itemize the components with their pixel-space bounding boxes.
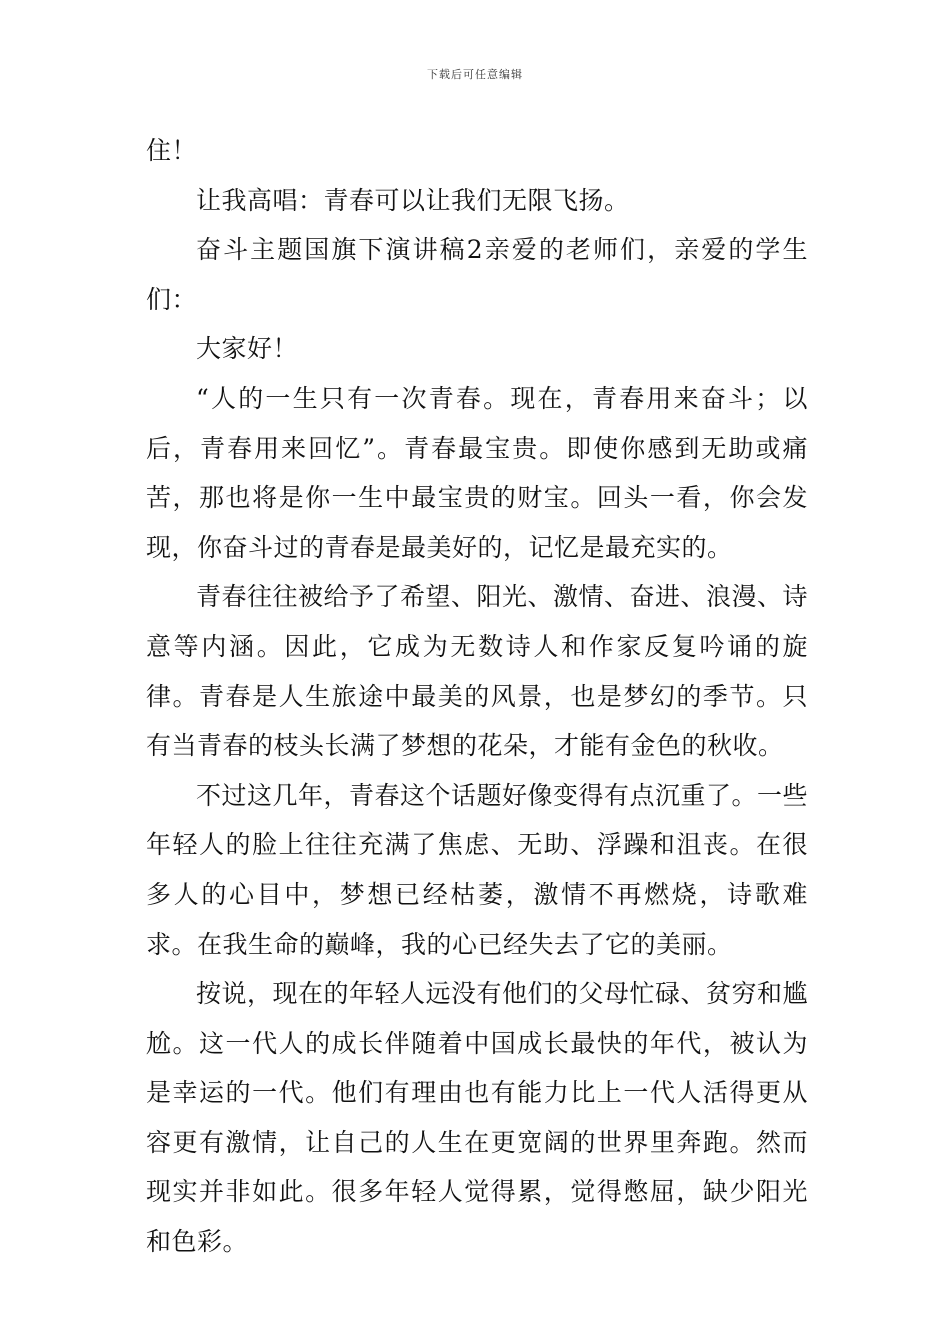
paragraph-sing-aloud: 让我高唱：青春可以让我们无限飞扬。 [196, 185, 630, 215]
paragraph-speech-title: 奋斗主题国旗下演讲稿2亲爱的老师们，亲爱的学生们： [146, 235, 808, 314]
document-body [146, 126, 808, 1267]
paragraph-continuation: 住！ [146, 136, 198, 165]
paragraph-youth-meaning: 青春往往被给予了希望、阳光、激情、奋进、浪漫、诗意等内涵。因此，它成为无数诗人和作家反复吟诵的旋律。青春是人生旅途中最美的风景，也是梦幻的季节。只有当青春的枝头长满了梦想的花朵，才能有金色的秋收。 [146, 582, 809, 761]
paragraph-young-people: 按说，现在的年轻人远没有他们的父母忙碌、贫穷和尴尬。这一代人的成长伴随着中国成长最快的年代，被认为是幸运的一代。他们有理由也有能力比上一代人活得更从容更有激情，让自己的人生在更宽阔的世界里奔跑。然而现实并非如此。很多年轻人觉得累，觉得憋屈，缺少阳光和色彩。 [146, 979, 809, 1257]
paragraph-greeting: 大家好！ [196, 334, 299, 364]
paragraph-youth-once: “人的一生只有一次青春。现在，青春用来奋斗；以后，青春用来回忆”。青春最宝贵。即使你感到无助或痛苦，那也将是你一生中最宝贵的财宝。回头一看，你会发现，你奋斗过的青春是最美好的，记忆是最充实的。 [146, 383, 808, 562]
paragraph-youth-heavy: 不过这几年，青春这个话题好像变得有点沉重了。一些年轻人的脸上往往充满了焦虑、无助、浮躁和沮丧。在很多人的心目中，梦想已经枯萎，激情不再燃烧，诗歌难求。在我生命的巅峰，我的心已经失去了它的美丽。 [146, 780, 809, 959]
header-note: 下载后可任意编辑 [427, 68, 523, 81]
